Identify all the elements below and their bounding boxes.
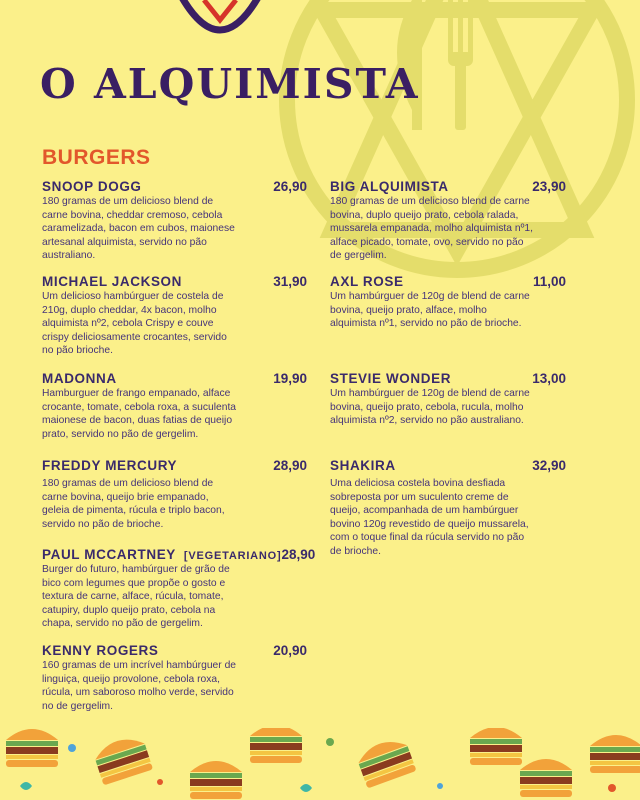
item-price: 28,90 xyxy=(273,458,307,473)
item-description: Uma deliciosa costela bovina desfiada sobreposta por um suculento creme de queijo, acompanhada de um hambúrguer bovino 120g revestido de queijo mussarela, com o toque final da rúcula servido no pão de brioche. xyxy=(330,478,529,557)
watermark-emblem-icon xyxy=(262,0,640,310)
section-title: BURGERS xyxy=(42,146,151,169)
menu-item-shakira xyxy=(330,458,566,559)
item-price: 19,90 xyxy=(273,371,307,386)
item-price: 26,90 xyxy=(273,179,307,194)
item-name: FREDDY MERCURY xyxy=(42,458,178,473)
menu-item-stevie-wonder xyxy=(330,371,566,428)
menu-item-kenny-rogers xyxy=(42,643,307,713)
logo-emblem-icon xyxy=(170,0,270,36)
item-price: 23,90 xyxy=(532,179,566,194)
brand-title: O ALQUIMISTA xyxy=(40,60,420,108)
menu-item-axl-rose xyxy=(330,274,566,331)
item-description: 160 gramas de um incrível hambúrguer de linguiça, queijo provolone, cebola roxa, rúcula, um saboroso molho verde, servido no de gergelim. xyxy=(42,660,237,712)
item-price: 32,90 xyxy=(532,458,566,473)
item-description: Um delicioso hambúrguer de costela de 210g, duplo cheddar, 4x bacon, molho alquimista nº2, cebola Crispy e couve crispy deliciosamente crocantes, servido no pão brioche. xyxy=(42,291,227,357)
item-name: SNOOP DOGG xyxy=(42,179,142,194)
item-description: Hamburguer de frango empanado, alface crocante, tomate, cebola roxa, a suculenta maionese de bacon, duas fatias de queijo prato, servido no pão de gergelim. xyxy=(42,388,237,440)
burger-pattern-decoration xyxy=(0,728,640,800)
menu-item-madonna xyxy=(42,371,307,441)
item-name: STEVIE WONDER xyxy=(330,371,452,386)
item-price: 31,90 xyxy=(273,274,307,289)
item-description: 180 gramas de um delicioso blend de carne bovina, queijo brie empanado, geleia de pimenta, rúcula e triplo bacon, servido no pão de brioche. xyxy=(42,478,225,530)
menu-item-snoop-dogg xyxy=(42,179,307,263)
item-name: SHAKIRA xyxy=(330,458,396,473)
item-price: 13,00 xyxy=(532,371,566,386)
item-name: MADONNA xyxy=(42,371,117,386)
item-price: 20,90 xyxy=(273,643,307,658)
item-description: Um hambúrguer de 120g de blend de carne bovina, queijo prato, alface, molho alquimista nº1, servido no pão de brioche. xyxy=(330,291,530,330)
menu-item-michael-jackson xyxy=(42,274,307,358)
item-price: 28,90 xyxy=(281,547,316,562)
item-description: 180 gramas de um delicioso blend de carne bovina, duplo queijo prato, cebola ralada, mussarela empanada, molho alquimista nº1, alface picado, tomate, ovo, servido no pão de gergelim. xyxy=(330,196,533,262)
item-name: AXL ROSE xyxy=(330,274,404,289)
vegetarian-tag: [VEGETARIANO] xyxy=(183,550,282,562)
item-name: KENNY ROGERS xyxy=(42,643,159,658)
menu-item-big-alquimista xyxy=(330,179,566,263)
item-name xyxy=(42,547,282,562)
item-name: MICHAEL JACKSON xyxy=(42,274,183,289)
item-price: 11,00 xyxy=(532,274,566,289)
menu-item-freddy-mercury xyxy=(42,458,307,531)
item-name-text: PAUL MCCARTNEY xyxy=(42,547,176,562)
item-description: 180 gramas de um delicioso blend de carne bovina, cheddar cremoso, cebola caramelizada, bacon em cubos, maionese artesanal alquimista, servido no pão australiano. xyxy=(42,196,235,262)
item-description: Um hambúrguer de 120g de blend de carne bovina, queijo prato, cebola, rucula, molho alquimista nº2, servido no pão australiano. xyxy=(330,388,530,427)
item-description: Burger do futuro, hambúrguer de grão de bico com legumes que propõe o gosto e textura de carne, alface, rúcula, tomate, catupiry, duplo queijo prato, cebola na chapa, servido no pão de gergelim. xyxy=(42,564,230,630)
menu-item-paul-mccartney xyxy=(42,547,316,631)
item-name: BIG ALQUIMISTA xyxy=(330,179,449,194)
